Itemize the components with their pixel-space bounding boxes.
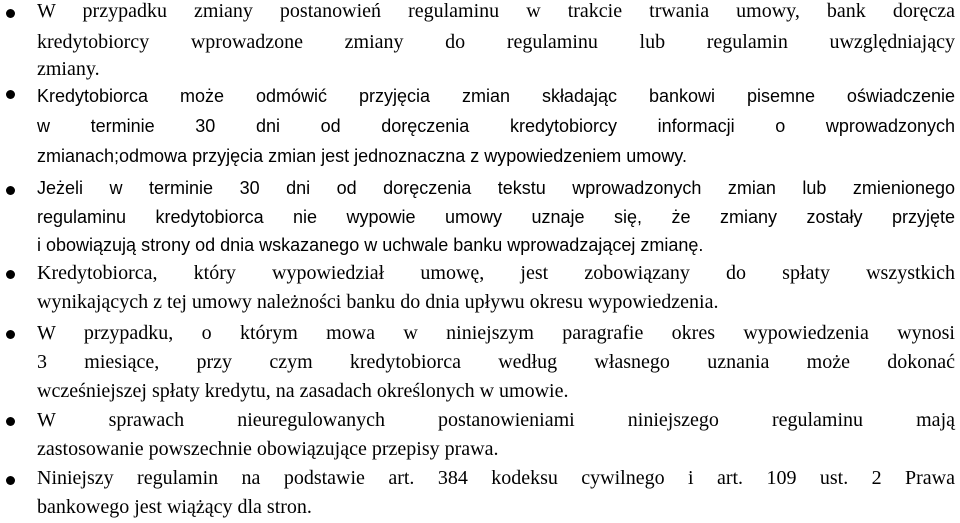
list-item-line: wynikających z tej umowy należności banku do dnia upływu okresu wypowiedzenia. [37,291,719,313]
list-item-line: 3 miesiące, przy czym kredytobiorca według własnego uznania może dokonać [37,351,955,373]
bullet-icon [6,90,15,99]
list-item-line: Niniejszy regulamin na podstawie art. 384 kodeksu cywilnego i art. 109 ust. 2 Prawa [37,467,955,489]
list-item-line: Jeżeli w terminie 30 dni od doręczenia tekstu wprowadzonych zmian lub zmienionego [37,178,955,198]
list-item-line: zastosowanie powszechnie obowiązujące przepisy prawa. [37,438,499,460]
list-item-line: W przypadku zmiany postanowień regulaminu w trakcie trwania umowy, bank doręcza [37,0,955,22]
list-item-line: zmianach;odmowa przyjęcia zmian jest jednoznaczna z wypowiedzeniem umowy. [37,146,687,166]
bullet-icon [6,186,15,195]
list-item-line: zmiany. [37,58,100,80]
list-item-line: w terminie 30 dni od doręczenia kredytobiorcy informacji o wprowadzonych [37,116,955,136]
bullet-icon [6,417,15,426]
bullet-icon [6,270,15,279]
list-item-line: Kredytobiorca może odmówić przyjęcia zmian składając bankowi pisemne oświadczenie [37,86,955,106]
list-item-line: i obowiązują strony od dnia wskazanego w uchwale banku wprowadzającej zmianę. [37,235,704,255]
list-item-line: W sprawach nieuregulowanych postanowieniami niniejszego regulaminu mają [37,409,955,431]
list-item-line: W przypadku, o którym mowa w niniejszym paragrafie okres wypowiedzenia wynosi [37,322,955,344]
list-item-line: wcześniejszej spłaty kredytu, na zasadach określonych w umowie. [37,380,569,402]
list-item-line: kredytobiorcy wprowadzone zmiany do regulaminu lub regulamin uwzględniający [37,31,955,53]
bullet-icon [6,330,15,339]
list-item-line: Kredytobiorca, który wypowiedział umowę, jest zobowiązany do spłaty wszystkich [37,262,955,284]
bullet-icon [6,9,15,18]
list-item-line: bankowego jest wiążący dla stron. [37,496,312,518]
list-item-line: regulaminu kredytobiorca nie wypowie umowy uznaje się, że zmiany zostały przyjęte [37,207,955,227]
bullet-icon [6,476,15,485]
